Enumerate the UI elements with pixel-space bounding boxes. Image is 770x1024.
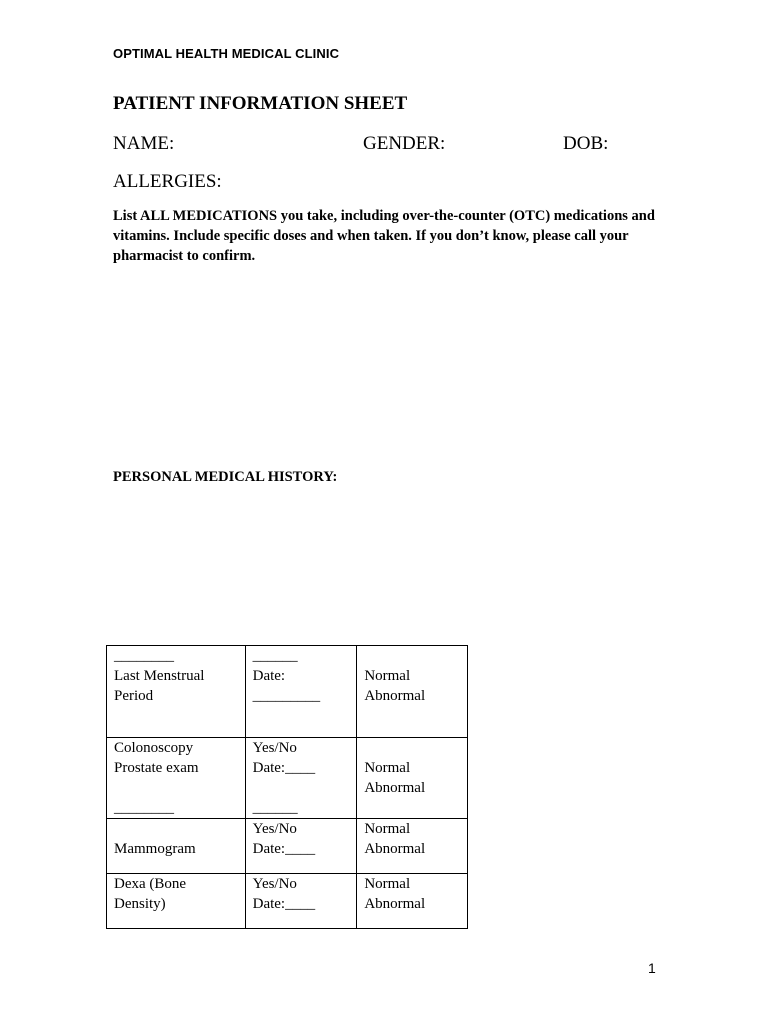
table-cell bbox=[107, 738, 246, 819]
table-cell bbox=[357, 874, 468, 929]
allergies-label: ALLERGIES: bbox=[113, 171, 222, 192]
clinic-name: OPTIMAL HEALTH MEDICAL CLINIC bbox=[113, 46, 340, 61]
test-date: Yes/No Date:____ bbox=[252, 821, 316, 857]
table-cell bbox=[245, 819, 357, 874]
name-label: NAME: bbox=[113, 133, 175, 154]
medications-instructions: List ALL MEDICATIONS you take, including over-the-counter (OTC) medications and vitamins. Include specific doses and when taken. If you don’t know, please call your pharmacist to confirm. bbox=[113, 208, 655, 264]
test-date: Yes/No Date:____ bbox=[252, 876, 316, 912]
table-row bbox=[107, 646, 468, 738]
test-name: Mammogram bbox=[114, 841, 196, 857]
table-cell bbox=[107, 874, 246, 929]
test-result: Normal Abnormal bbox=[364, 876, 426, 912]
page-number: 1 bbox=[648, 960, 656, 976]
table-cell bbox=[107, 819, 246, 874]
dob-label: DOB: bbox=[563, 133, 609, 154]
table-row bbox=[107, 738, 468, 819]
table-cell bbox=[245, 874, 357, 929]
test-result: Normal Abnormal bbox=[364, 760, 426, 796]
test-name: Colonoscopy Prostate exam ________ bbox=[114, 740, 199, 816]
page-title: PATIENT INFORMATION SHEET bbox=[113, 93, 408, 114]
table-cell bbox=[107, 646, 246, 738]
table-cell bbox=[245, 738, 357, 819]
screening-tests-table bbox=[106, 645, 468, 929]
test-date: Yes/No Date:____ ______ bbox=[252, 740, 316, 816]
gender-label: GENDER: bbox=[363, 133, 446, 154]
test-name: Dexa (Bone Density) bbox=[114, 876, 187, 912]
test-result: Normal Abnormal bbox=[364, 668, 426, 704]
test-result: Normal Abnormal bbox=[364, 821, 426, 857]
table-row bbox=[107, 874, 468, 929]
test-name: ________ Last Menstrual Period bbox=[114, 648, 205, 704]
table-cell bbox=[357, 646, 468, 738]
table-cell bbox=[357, 819, 468, 874]
table-cell bbox=[357, 738, 468, 819]
table-cell bbox=[245, 646, 357, 738]
table-row bbox=[107, 819, 468, 874]
medical-history-label: PERSONAL MEDICAL HISTORY: bbox=[113, 469, 338, 485]
test-date: ______ Date: _________ bbox=[252, 648, 321, 704]
